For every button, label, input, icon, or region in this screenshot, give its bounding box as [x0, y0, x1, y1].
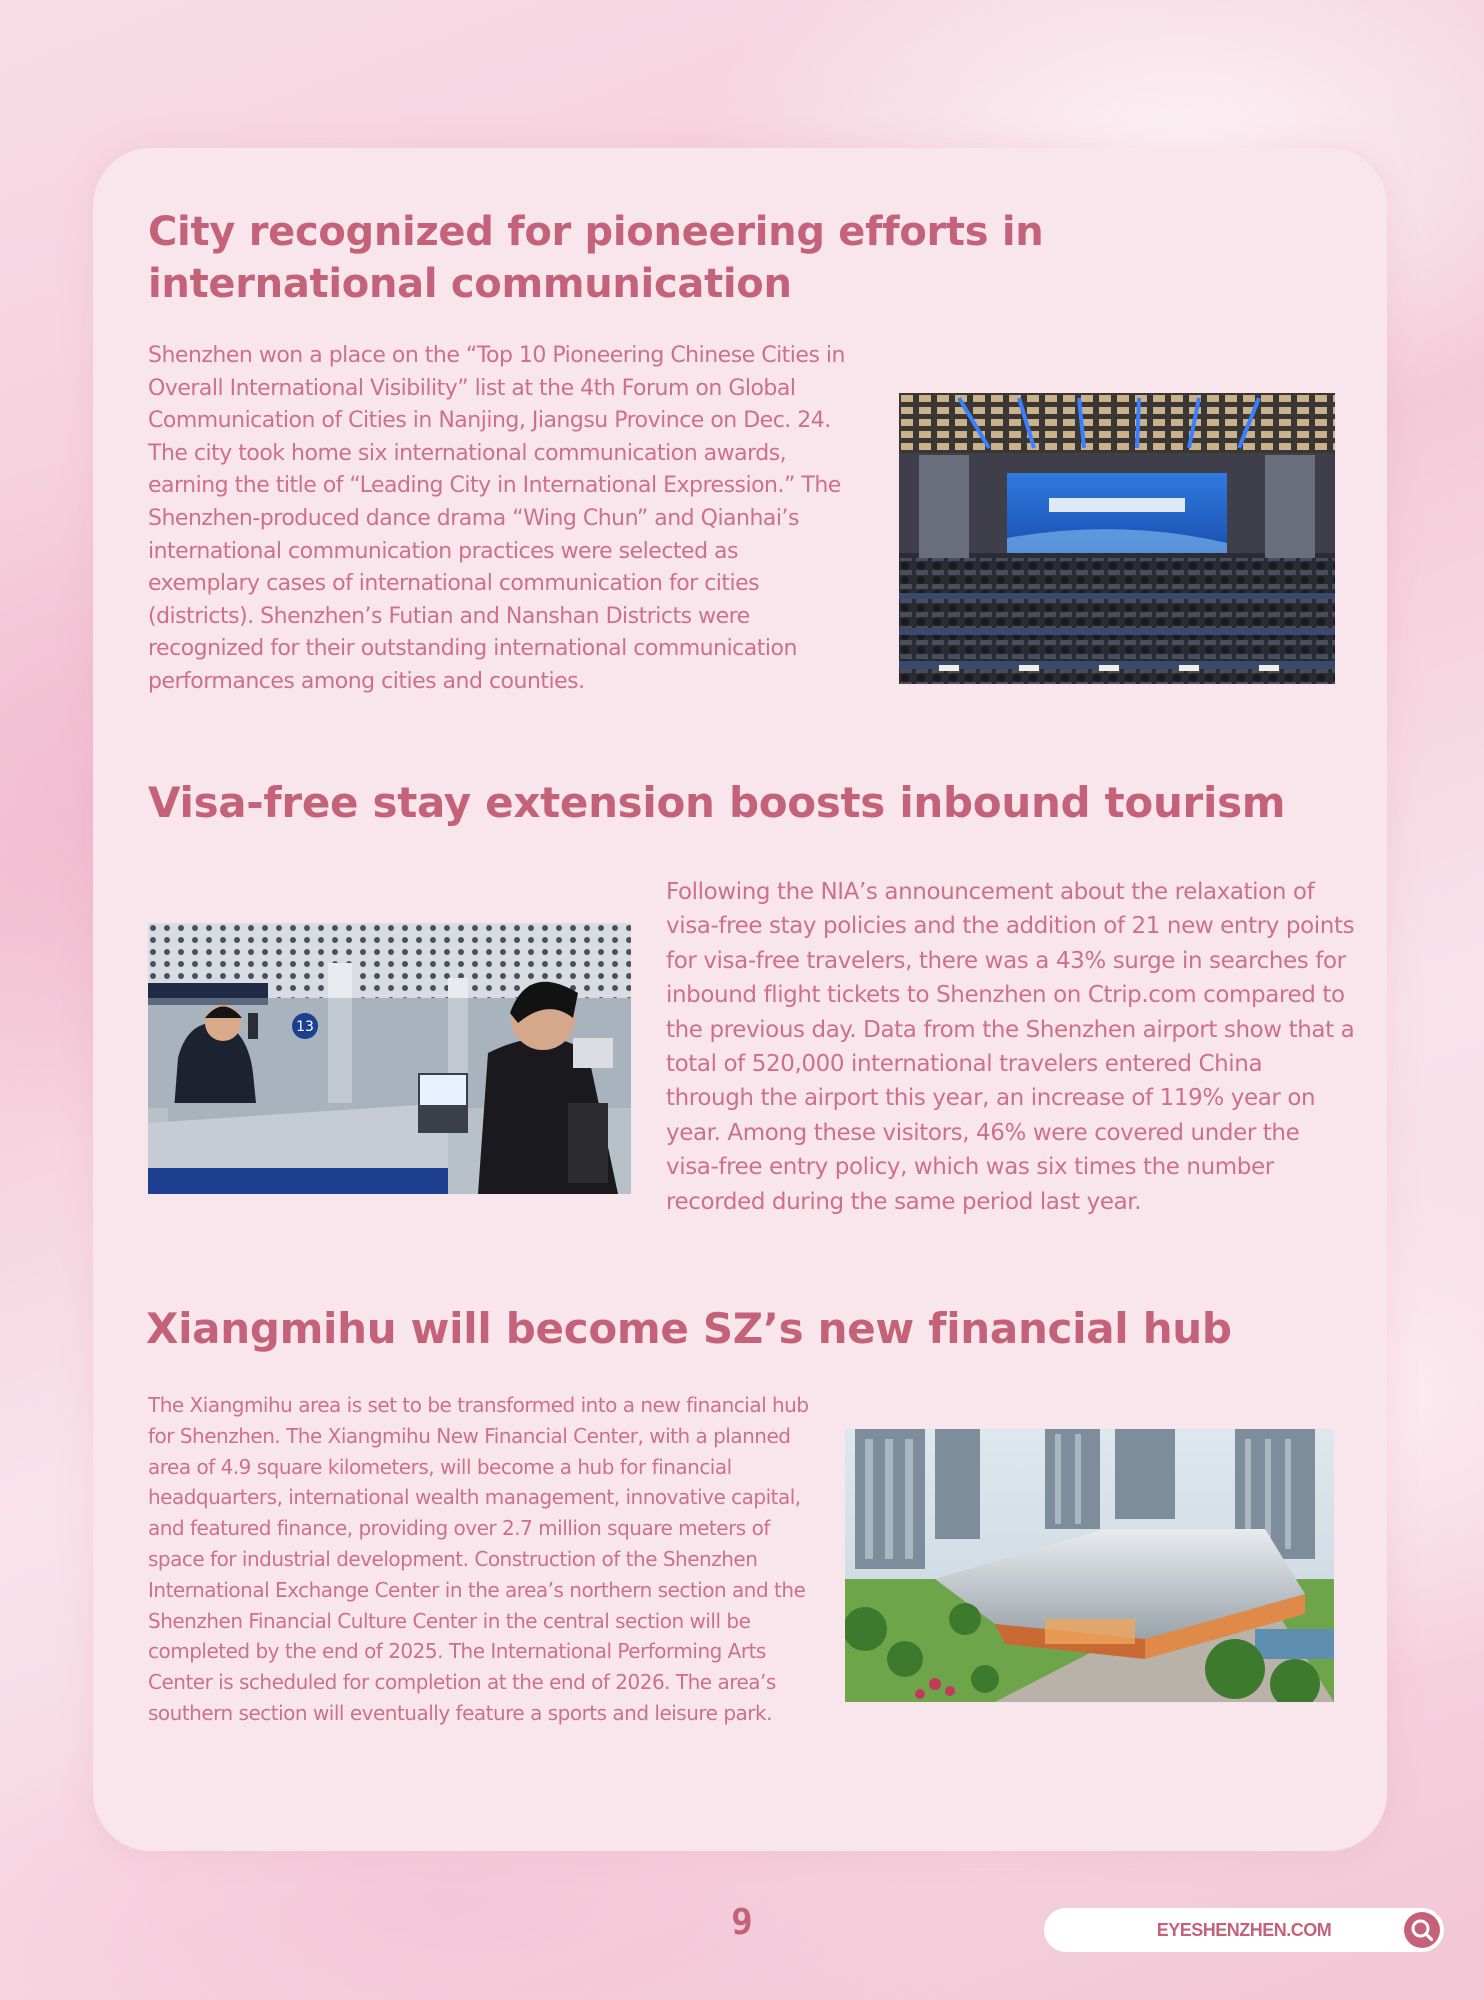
article-3-title: Xiangmihu will become SZ’s new financial hub — [146, 1304, 1232, 1353]
svg-text:13: 13 — [296, 1019, 314, 1035]
article-2-title: Visa-free stay extension boosts inbound tourism — [148, 778, 1286, 827]
website-url[interactable]: EYESHENZHEN.COM — [1156, 1920, 1332, 1940]
airport-immigration-photo — [148, 923, 631, 1194]
conference-hall-photo — [899, 393, 1335, 684]
article-1-body: Shenzhen won a place on the “Top 10 Pioneering Chinese Cities in Overall International Visibility” list at the 4th Forum on Global Communication of Cities in Nanjing, Jiangsu Province on Dec. 24. The city took home six international communication awards, earning the title of “Leading City in International Expression.” The Shenzhen-produced dance drama “Wing Chun” and Qianhai’s international communication practices were selected as exemplary cases of international communication for cities (districts). Shenzhen’s Futian and Nanshan Districts were recognized for their outstanding international communication performances among cities and counties. — [148, 343, 845, 694]
page-number: 9 — [731, 1902, 753, 1943]
website-search-bar[interactable] — [1044, 1908, 1444, 1952]
article-1-title: City recognized for pioneering efforts in international communication — [148, 209, 1044, 307]
article-3-body: The Xiangmihu area is set to be transformed into a new financial hub for Shenzhen. The Xiangmihu New Financial Center, with a planned area of 4.9 square kilometers, will become a hub for financial headquarters, international wealth management, innovative capital, and featured finance, providing over 2.7 million square meters of space for industrial development. Construction of the Shenzhen International Exchange Center in the area’s northern section and the Shenzhen Financial Culture Center in the central section will be completed by the end of 2025. The International Performing Arts Center is scheduled for completion at the end of 2026. The area’s southern section will eventually feature a sports and leisure park. — [148, 1393, 809, 1725]
financial-center-rendering — [845, 1429, 1334, 1702]
article-2-body: Following the NIA’s announcement about the relaxation of visa-free stay policies and the addition of 21 new entry points for visa-free travelers, there was a 43% surge in searches for inbound flight tickets to Shenzhen on Ctrip.com compared to the previous day. Data from the Shenzhen airport show that a total of 520,000 international travelers entered China through the airport this year, an increase of 119% year on year. Among these visitors, 46% were covered under the visa-free entry policy, which was six times the number recorded during the same period last year. — [666, 879, 1355, 1215]
search-icon[interactable] — [1404, 1912, 1440, 1948]
